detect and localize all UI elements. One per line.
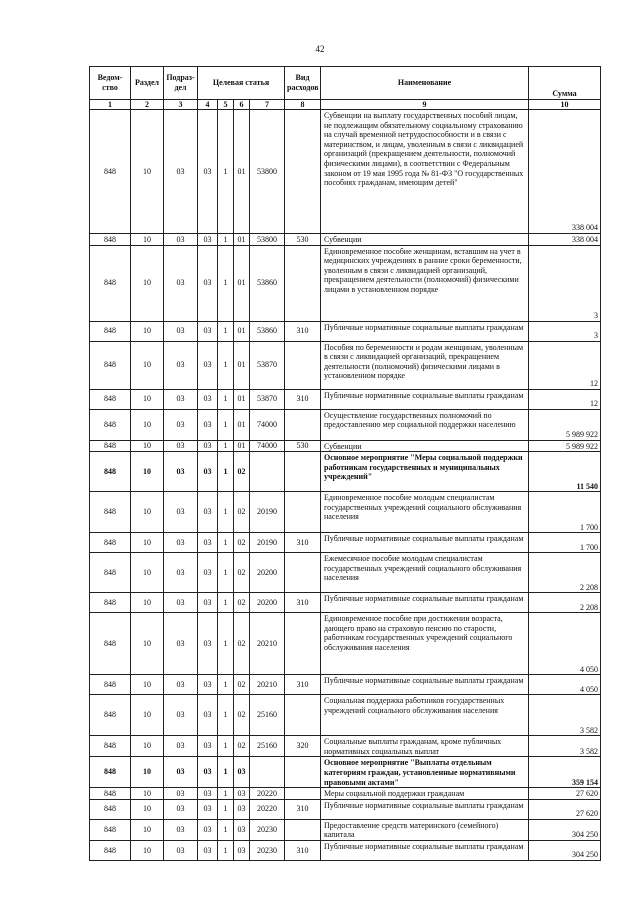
- col-number: 7: [250, 100, 285, 110]
- expense-type-cell: 320: [285, 736, 321, 757]
- header-dept: Ведом-ство: [90, 67, 131, 100]
- sum-cell: 12: [529, 389, 601, 409]
- subsection-cell: 03: [164, 736, 198, 757]
- target-part1-cell: 03: [198, 110, 218, 234]
- name-cell: Основное мероприятие "Меры социальной поддержки работникам государственных и муниципальных учреждений": [321, 452, 529, 492]
- subsection-cell: 03: [164, 440, 198, 452]
- expense-type-cell: [285, 245, 321, 321]
- name-cell: Единовременное пособие при достижении возраста, дающего право на страховую пенсию по старости, работникам государственных учреждений социального обслуживания населения: [321, 613, 529, 675]
- section-cell: 10: [131, 695, 164, 736]
- target-part1-cell: 03: [198, 409, 218, 440]
- subsection-cell: 03: [164, 840, 198, 860]
- section-cell: 10: [131, 245, 164, 321]
- header-section: Раздел: [131, 67, 164, 100]
- dept-cell: 848: [90, 788, 131, 800]
- target-part2-cell: 1: [218, 341, 234, 389]
- target-part1-cell: 03: [198, 321, 218, 341]
- subsection-cell: 03: [164, 341, 198, 389]
- target-part2-cell: 1: [218, 695, 234, 736]
- sum-cell: 2 208: [529, 553, 601, 593]
- target-part2-cell: 1: [218, 788, 234, 800]
- dept-cell: 848: [90, 675, 131, 695]
- subsection-cell: 03: [164, 819, 198, 840]
- sum-cell: 5 989 922: [529, 440, 601, 452]
- target-part3-cell: 01: [234, 234, 250, 246]
- subsection-cell: 03: [164, 613, 198, 675]
- target-part1-cell: 03: [198, 695, 218, 736]
- column-number-row: [90, 100, 601, 110]
- section-cell: 10: [131, 533, 164, 553]
- expense-type-cell: 310: [285, 799, 321, 819]
- name-cell: Публичные нормативные социальные выплаты гражданам: [321, 533, 529, 553]
- subsection-cell: 03: [164, 234, 198, 246]
- target-part1-cell: 03: [198, 757, 218, 788]
- section-cell: 10: [131, 736, 164, 757]
- target-part3-cell: 01: [234, 321, 250, 341]
- col-number: 10: [529, 100, 601, 110]
- target-part2-cell: 1: [218, 799, 234, 819]
- target-part1-cell: 03: [198, 613, 218, 675]
- table-row: [90, 593, 601, 613]
- budget-table: [89, 66, 601, 861]
- target-code-cell: 53800: [250, 234, 285, 246]
- target-part3-cell: 02: [234, 675, 250, 695]
- col-number: 5: [218, 100, 234, 110]
- dept-cell: 848: [90, 533, 131, 553]
- section-cell: 10: [131, 389, 164, 409]
- name-cell: Социальные выплаты гражданам, кроме публичных нормативных социальных выплат: [321, 736, 529, 757]
- target-part1-cell: 03: [198, 840, 218, 860]
- name-cell: Ежемесячное пособие молодым специалистам государственных учреждений социального обслуживания населения: [321, 553, 529, 593]
- target-part3-cell: 02: [234, 492, 250, 533]
- target-part1-cell: 03: [198, 553, 218, 593]
- target-part3-cell: 02: [234, 695, 250, 736]
- col-number: 4: [198, 100, 218, 110]
- section-cell: 10: [131, 819, 164, 840]
- target-code-cell: 20190: [250, 492, 285, 533]
- dept-cell: 848: [90, 389, 131, 409]
- dept-cell: 848: [90, 695, 131, 736]
- section-cell: 10: [131, 234, 164, 246]
- expense-type-cell: [285, 695, 321, 736]
- dept-cell: 848: [90, 409, 131, 440]
- target-part1-cell: 03: [198, 440, 218, 452]
- target-part2-cell: 1: [218, 613, 234, 675]
- dept-cell: 848: [90, 321, 131, 341]
- target-code-cell: 20230: [250, 819, 285, 840]
- sum-cell: 359 154: [529, 757, 601, 788]
- dept-cell: 848: [90, 819, 131, 840]
- target-part3-cell: 03: [234, 840, 250, 860]
- page-number: 42: [315, 44, 325, 54]
- sum-cell: 3 582: [529, 695, 601, 736]
- dept-cell: 848: [90, 440, 131, 452]
- target-part3-cell: 01: [234, 409, 250, 440]
- target-part3-cell: 02: [234, 533, 250, 553]
- dept-cell: 848: [90, 736, 131, 757]
- expense-type-cell: [285, 613, 321, 675]
- name-cell: Публичные нормативные социальные выплаты гражданам: [321, 840, 529, 860]
- expense-type-cell: [285, 492, 321, 533]
- subsection-cell: 03: [164, 788, 198, 800]
- dept-cell: 848: [90, 840, 131, 860]
- name-cell: Единовременное пособие молодым специалистам государственных учреждений социального обслуживания населения: [321, 492, 529, 533]
- col-number: 2: [131, 100, 164, 110]
- target-part2-cell: 1: [218, 389, 234, 409]
- subsection-cell: 03: [164, 799, 198, 819]
- target-code-cell: 74000: [250, 440, 285, 452]
- target-part2-cell: 1: [218, 245, 234, 321]
- target-code-cell: 53800: [250, 110, 285, 234]
- target-code-cell: 20210: [250, 613, 285, 675]
- target-part1-cell: 03: [198, 675, 218, 695]
- target-part3-cell: 03: [234, 788, 250, 800]
- subsection-cell: 03: [164, 110, 198, 234]
- table-row: [90, 409, 601, 440]
- dept-cell: 848: [90, 553, 131, 593]
- expense-type-cell: [285, 409, 321, 440]
- name-cell: Публичные нормативные социальные выплаты гражданам: [321, 389, 529, 409]
- subsection-cell: 03: [164, 409, 198, 440]
- table-row: [90, 533, 601, 553]
- table-row: [90, 840, 601, 860]
- expense-type-cell: [285, 452, 321, 492]
- expense-type-cell: [285, 788, 321, 800]
- table-row: [90, 613, 601, 675]
- header-name: Наименование: [321, 67, 529, 100]
- sum-cell: 1 700: [529, 492, 601, 533]
- section-cell: 10: [131, 553, 164, 593]
- name-cell: Публичные нормативные социальные выплаты гражданам: [321, 321, 529, 341]
- name-cell: Предоставление средств материнского (семейного) капитала: [321, 819, 529, 840]
- dept-cell: 848: [90, 341, 131, 389]
- header-subsection: Подраз-дел: [164, 67, 198, 100]
- subsection-cell: 03: [164, 533, 198, 553]
- target-part2-cell: 1: [218, 533, 234, 553]
- section-cell: 10: [131, 110, 164, 234]
- subsection-cell: 03: [164, 452, 198, 492]
- target-code-cell: [250, 757, 285, 788]
- target-part3-cell: 02: [234, 613, 250, 675]
- target-part3-cell: 02: [234, 452, 250, 492]
- table-row: [90, 492, 601, 533]
- table-row: [90, 440, 601, 452]
- target-part1-cell: 03: [198, 492, 218, 533]
- dept-cell: 848: [90, 593, 131, 613]
- sum-cell: 2 208: [529, 593, 601, 613]
- target-part1-cell: 03: [198, 533, 218, 553]
- target-code-cell: 20220: [250, 788, 285, 800]
- expense-type-cell: [285, 110, 321, 234]
- target-code-cell: 20200: [250, 553, 285, 593]
- target-code-cell: 20210: [250, 675, 285, 695]
- sum-cell: 338 004: [529, 234, 601, 246]
- section-cell: 10: [131, 799, 164, 819]
- section-cell: 10: [131, 321, 164, 341]
- table-row: [90, 757, 601, 788]
- table-row: [90, 389, 601, 409]
- table-row: [90, 819, 601, 840]
- dept-cell: 848: [90, 613, 131, 675]
- target-part2-cell: 1: [218, 440, 234, 452]
- target-part2-cell: 1: [218, 840, 234, 860]
- target-part2-cell: 1: [218, 409, 234, 440]
- target-part1-cell: 03: [198, 245, 218, 321]
- header-expense-type: Вид расходов: [285, 67, 321, 100]
- name-cell: Субвенции: [321, 440, 529, 452]
- section-cell: 10: [131, 452, 164, 492]
- expense-type-cell: 530: [285, 440, 321, 452]
- target-part2-cell: 1: [218, 819, 234, 840]
- target-part2-cell: 1: [218, 593, 234, 613]
- table-row: [90, 788, 601, 800]
- table-row: [90, 341, 601, 389]
- name-cell: Субвенции: [321, 234, 529, 246]
- section-cell: 10: [131, 757, 164, 788]
- section-cell: 10: [131, 840, 164, 860]
- name-cell: Единовременное пособие женщинам, вставшим на учет в медицинских учреждениях в ранние сроки беременности, уволенным в связи с ликвидацией организаций, прекращением деятельности (полномочий) физическими лицами в установленном порядке: [321, 245, 529, 321]
- target-code-cell: 25160: [250, 736, 285, 757]
- name-cell: Субвенции на выплату государственных пособий лицам, не подлежащим обязательному социальному страхованию на случай временной нетрудоспособности и в связи с материнством, и лицам, уволенным в связи с ликвидацией организаций (прекращением деятельности, полномочий физическими лицами), в соответствии с Федеральным законом от 19 мая 1995 года № 81-ФЗ "О государственных пособиях гражданам, имеющим детей": [321, 110, 529, 234]
- name-cell: Основное мероприятие "Выплаты отдельным категориям граждан, установленные нормативными правовыми актами": [321, 757, 529, 788]
- col-number: 8: [285, 100, 321, 110]
- section-cell: 10: [131, 613, 164, 675]
- subsection-cell: 03: [164, 757, 198, 788]
- dept-cell: 848: [90, 799, 131, 819]
- section-cell: 10: [131, 593, 164, 613]
- target-part3-cell: 02: [234, 593, 250, 613]
- target-part3-cell: 01: [234, 110, 250, 234]
- target-part3-cell: 01: [234, 341, 250, 389]
- target-part3-cell: 01: [234, 389, 250, 409]
- expense-type-cell: [285, 757, 321, 788]
- target-code-cell: 53870: [250, 341, 285, 389]
- subsection-cell: 03: [164, 321, 198, 341]
- section-cell: 10: [131, 440, 164, 452]
- target-part1-cell: 03: [198, 341, 218, 389]
- sum-cell: 27 620: [529, 788, 601, 800]
- target-part3-cell: 02: [234, 736, 250, 757]
- sum-cell: 3: [529, 245, 601, 321]
- target-part3-cell: 03: [234, 757, 250, 788]
- target-part1-cell: 03: [198, 234, 218, 246]
- target-part3-cell: 01: [234, 245, 250, 321]
- target-code-cell: 20220: [250, 799, 285, 819]
- target-code-cell: 20230: [250, 840, 285, 860]
- target-part2-cell: 1: [218, 452, 234, 492]
- table-row: [90, 245, 601, 321]
- target-part1-cell: 03: [198, 788, 218, 800]
- sum-cell: 3: [529, 321, 601, 341]
- target-part3-cell: 01: [234, 440, 250, 452]
- target-part2-cell: 1: [218, 234, 234, 246]
- target-code-cell: 53870: [250, 389, 285, 409]
- target-part1-cell: 03: [198, 452, 218, 492]
- expense-type-cell: 310: [285, 321, 321, 341]
- section-cell: 10: [131, 341, 164, 389]
- expense-type-cell: 530: [285, 234, 321, 246]
- header-sum: Сумма: [529, 67, 601, 100]
- target-part2-cell: 1: [218, 675, 234, 695]
- section-cell: 10: [131, 788, 164, 800]
- header-target: Целевая статья: [198, 67, 285, 100]
- table-row: [90, 110, 601, 234]
- expense-type-cell: 310: [285, 389, 321, 409]
- dept-cell: 848: [90, 110, 131, 234]
- target-part3-cell: 02: [234, 553, 250, 593]
- table-row: [90, 234, 601, 246]
- expense-type-cell: 310: [285, 675, 321, 695]
- target-part2-cell: 1: [218, 321, 234, 341]
- target-part2-cell: 1: [218, 553, 234, 593]
- target-code-cell: 74000: [250, 409, 285, 440]
- target-code-cell: [250, 452, 285, 492]
- target-code-cell: 25160: [250, 695, 285, 736]
- target-part2-cell: 1: [218, 757, 234, 788]
- target-part1-cell: 03: [198, 736, 218, 757]
- target-code-cell: 53860: [250, 245, 285, 321]
- subsection-cell: 03: [164, 245, 198, 321]
- dept-cell: 848: [90, 492, 131, 533]
- col-number: 3: [164, 100, 198, 110]
- name-cell: Публичные нормативные социальные выплаты гражданам: [321, 799, 529, 819]
- sum-cell: 304 250: [529, 819, 601, 840]
- sum-cell: 5 989 922: [529, 409, 601, 440]
- table-row: [90, 799, 601, 819]
- subsection-cell: 03: [164, 675, 198, 695]
- expense-type-cell: [285, 553, 321, 593]
- subsection-cell: 03: [164, 389, 198, 409]
- expense-type-cell: 310: [285, 533, 321, 553]
- subsection-cell: 03: [164, 593, 198, 613]
- name-cell: Пособия по беременности и родам женщинам, уволенным в связи с ликвидацией организаций, прекращением деятельности (полномочий) физическими лицами в установленном порядке: [321, 341, 529, 389]
- expense-type-cell: [285, 341, 321, 389]
- sum-cell: 304 250: [529, 840, 601, 860]
- table-row: [90, 452, 601, 492]
- table-row: [90, 675, 601, 695]
- subsection-cell: 03: [164, 492, 198, 533]
- sum-cell: 4 050: [529, 675, 601, 695]
- table-row: [90, 736, 601, 757]
- subsection-cell: 03: [164, 695, 198, 736]
- expense-type-cell: 310: [285, 840, 321, 860]
- dept-cell: 848: [90, 452, 131, 492]
- col-number: 9: [321, 100, 529, 110]
- col-number: 1: [90, 100, 131, 110]
- target-part1-cell: 03: [198, 389, 218, 409]
- table-row: [90, 553, 601, 593]
- sum-cell: 338 004: [529, 110, 601, 234]
- sum-cell: 11 540: [529, 452, 601, 492]
- target-part2-cell: 1: [218, 110, 234, 234]
- target-code-cell: 20200: [250, 593, 285, 613]
- name-cell: Осуществление государственных полномочий по предоставлению мер социальной поддержки населению: [321, 409, 529, 440]
- target-part1-cell: 03: [198, 593, 218, 613]
- target-part2-cell: 1: [218, 492, 234, 533]
- sum-cell: 12: [529, 341, 601, 389]
- dept-cell: 848: [90, 234, 131, 246]
- sum-cell: 27 620: [529, 799, 601, 819]
- target-part1-cell: 03: [198, 799, 218, 819]
- name-cell: Меры социальной поддержки гражданам: [321, 788, 529, 800]
- target-part2-cell: 1: [218, 736, 234, 757]
- target-part1-cell: 03: [198, 819, 218, 840]
- sum-cell: 3 582: [529, 736, 601, 757]
- sum-cell: 1 700: [529, 533, 601, 553]
- target-part3-cell: 03: [234, 819, 250, 840]
- dept-cell: 848: [90, 245, 131, 321]
- section-cell: 10: [131, 492, 164, 533]
- name-cell: Социальная поддержка работников государственных учреждений социального обслуживания населения: [321, 695, 529, 736]
- target-part3-cell: 03: [234, 799, 250, 819]
- section-cell: 10: [131, 675, 164, 695]
- expense-type-cell: [285, 819, 321, 840]
- table-row: [90, 321, 601, 341]
- table-row: [90, 695, 601, 736]
- subsection-cell: 03: [164, 553, 198, 593]
- name-cell: Публичные нормативные социальные выплаты гражданам: [321, 675, 529, 695]
- name-cell: Публичные нормативные социальные выплаты гражданам: [321, 593, 529, 613]
- target-code-cell: 53860: [250, 321, 285, 341]
- dept-cell: 848: [90, 757, 131, 788]
- section-cell: 10: [131, 409, 164, 440]
- expense-type-cell: 310: [285, 593, 321, 613]
- sum-cell: 4 050: [529, 613, 601, 675]
- target-code-cell: 20190: [250, 533, 285, 553]
- col-number: 6: [234, 100, 250, 110]
